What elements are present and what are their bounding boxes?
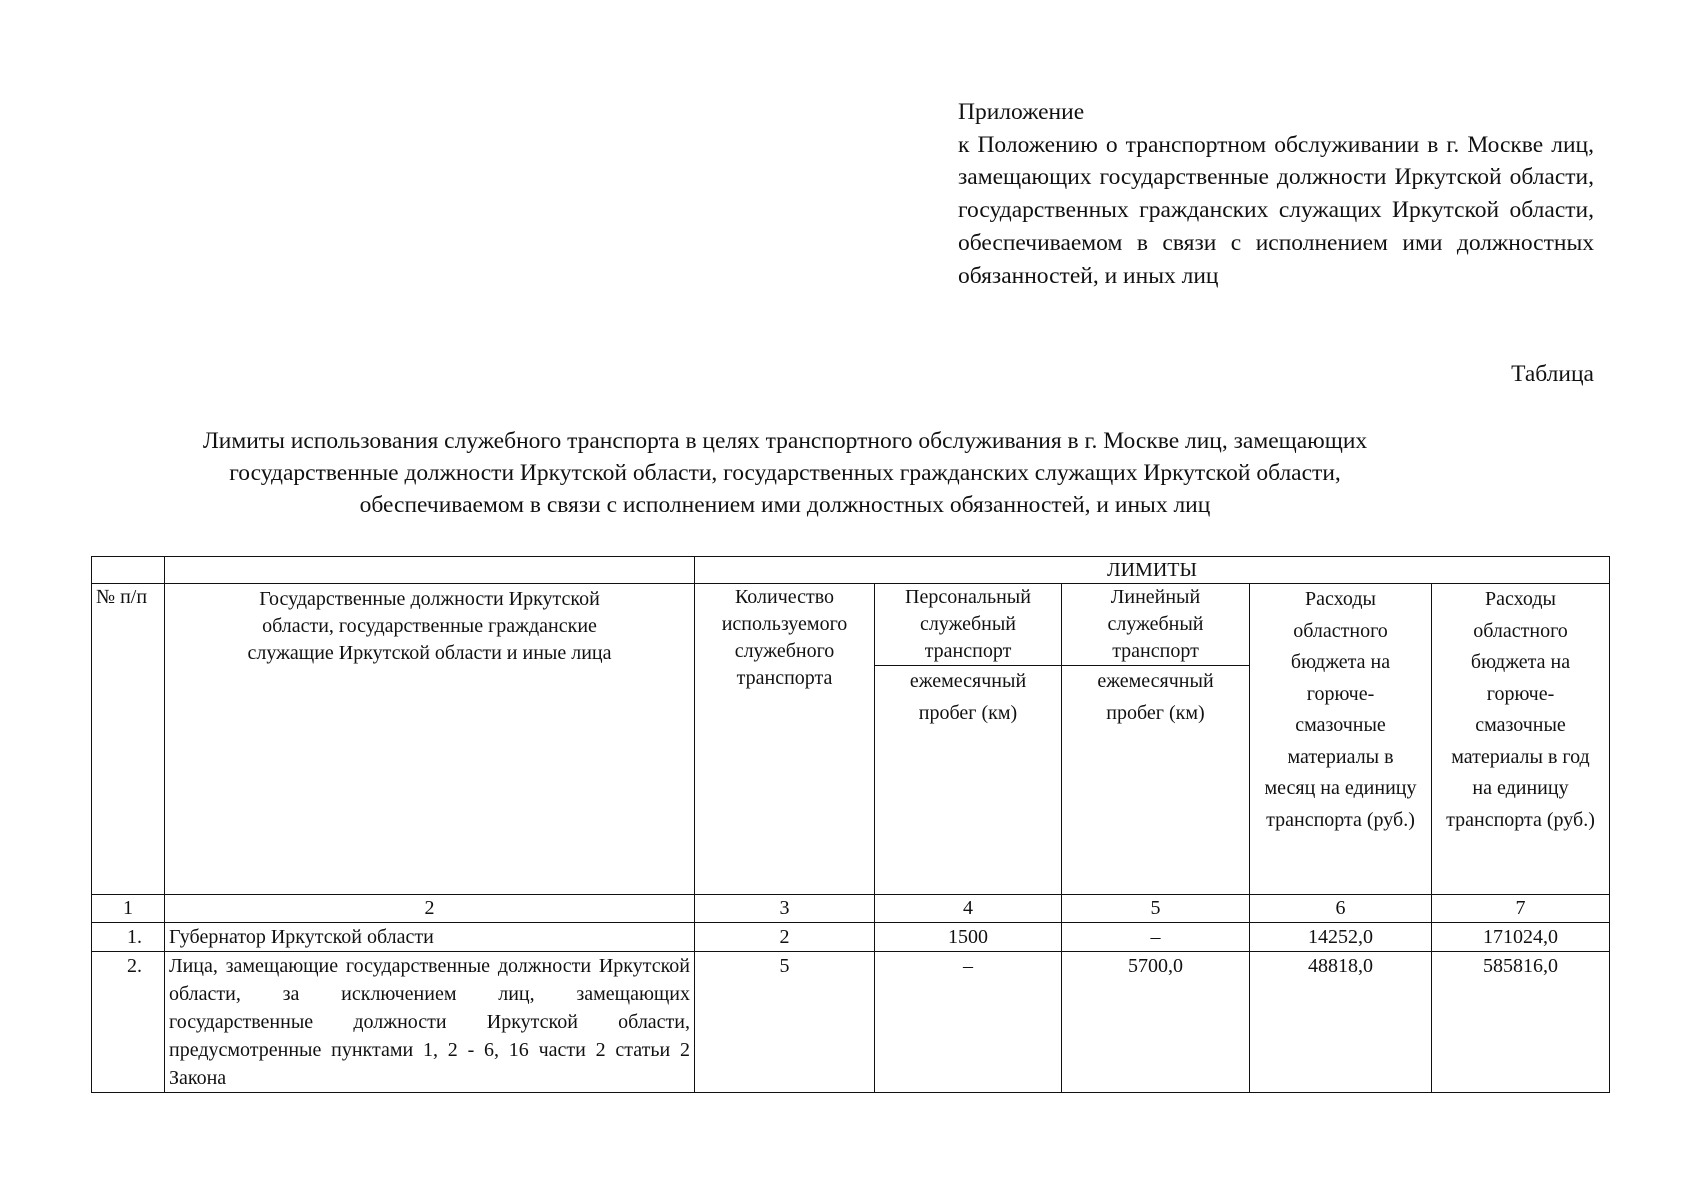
appendix-title: Приложение [958,99,1085,125]
row-personal-mileage: 1500 [875,923,1062,952]
header-linear-transport: Линейный служебный транспорт [1062,584,1250,666]
table-label: Таблица [1511,361,1594,387]
header-empty-cell [165,557,695,584]
row-fuel-month: 14252,0 [1250,923,1432,952]
limits-group-header: ЛИМИТЫ [695,557,1610,584]
header-personal-transport: Персональный служебный транспорт [875,584,1062,666]
header-fuel-year: Расходы областного бюджета на горюче-смазочные материалы в год на единицу транспорта (руб.) [1432,584,1610,895]
row-position-name: Губернатор Иркутской области [165,923,695,952]
row-fuel-year: 585816,0 [1432,952,1610,1093]
column-number: 4 [875,895,1062,923]
title-line: государственные должности Иркутской области, государственных гражданских служащих Иркутской области, [229,460,1341,486]
row-quantity: 2 [695,923,875,952]
row-linear-mileage: – [1062,923,1250,952]
limits-table [91,556,1610,1093]
header-row-top [92,557,1610,584]
column-number: 7 [1432,895,1610,923]
header-linear-mileage: ежемесячный пробег (км) [1062,666,1250,895]
column-number: 5 [1062,895,1250,923]
column-number-row [92,895,1610,923]
row-position-name: Лица, замещающие государственные должности Иркутской области, за исключением лиц, замещающих государственные должности Иркутской области, предусмотренные пунктами 1, 2 - 6, 16 части 2 статьи 2 Закона [165,952,695,1093]
appendix-note [958,96,1594,292]
table-row [92,952,1610,1093]
header-quantity: Количество используемого служебного транспорта [695,584,875,895]
table-row [92,923,1610,952]
header-empty-cell [92,557,165,584]
title-line: обеспечиваемом в связи с исполнением ими должностных обязанностей, и иных лиц [359,492,1211,518]
row-fuel-year: 171024,0 [1432,923,1610,952]
row-linear-mileage: 5700,0 [1062,952,1250,1093]
header-positions: Государственные должности Иркутской области, государственные гражданские служащие Иркутской области и иные лица [165,584,695,895]
row-quantity: 5 [695,952,875,1093]
header-fuel-month: Расходы областного бюджета на горюче-смазочные материалы в месяц на единицу транспорта (руб.) [1250,584,1432,895]
column-number: 3 [695,895,875,923]
document-title [60,425,1510,521]
column-number: 2 [165,895,695,923]
appendix-body: к Положению о транспортном обслуживании в г. Москве лиц, замещающих государственные должности Иркутской области, государственных гражданских служащих Иркутской области, обеспечиваемом в связи с исполнением ими должностных обязанностей, и иных лиц [958,131,1594,289]
row-number: 2. [92,952,165,1093]
row-number: 1. [92,923,165,952]
column-number: 6 [1250,895,1432,923]
header-num: № п/п [92,584,165,895]
row-personal-mileage: – [875,952,1062,1093]
title-line: Лимиты использования служебного транспорта в целях транспортного обслуживания в г. Москве лиц, замещающих [202,428,1368,454]
column-number: 1 [92,895,165,923]
header-row-main [92,584,1610,666]
header-personal-mileage: ежемесячный пробег (км) [875,666,1062,895]
row-fuel-month: 48818,0 [1250,952,1432,1093]
